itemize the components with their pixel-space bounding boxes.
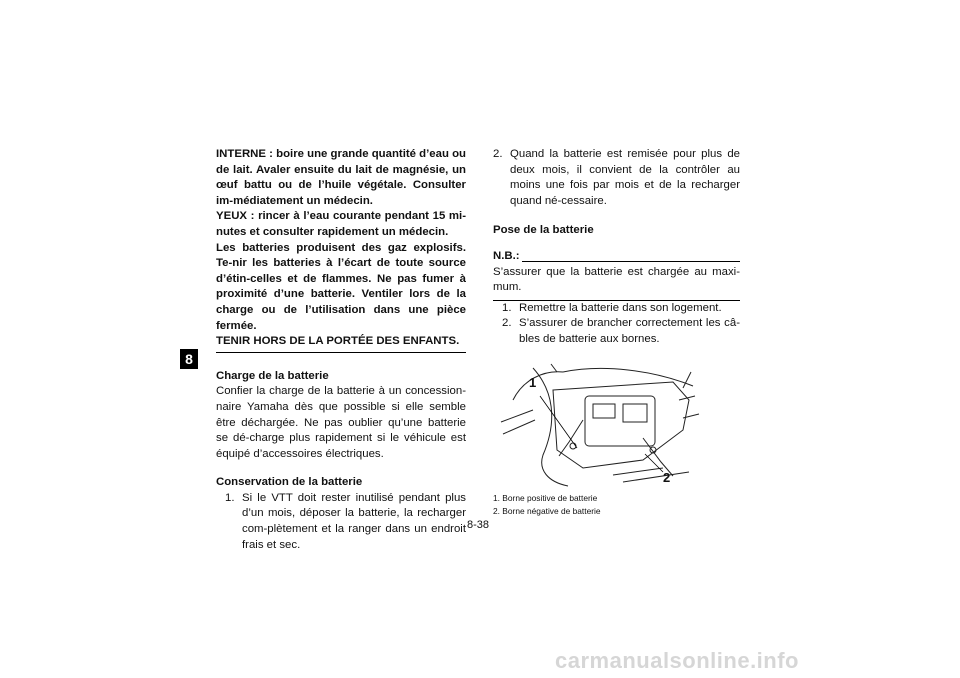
install-heading: Pose de la batterie	[493, 224, 594, 237]
list-item	[493, 147, 740, 209]
list-text: Si le VTT doit rester inutilisé pendant plus d’un mois, déposer la batterie, la recharger com-plètement et la ranger dans un endroit frais et sec.	[242, 491, 466, 551]
caption-item: 2. Borne négative de batterie	[493, 505, 601, 516]
nb-text: S’assurer que la batterie est chargée au maxi-mum.	[493, 265, 740, 301]
callout-2: 2	[663, 469, 671, 485]
nb-header	[493, 249, 740, 265]
left-column	[216, 147, 466, 553]
storage-section	[216, 475, 466, 553]
list-item	[493, 301, 740, 317]
list-number: 1.	[225, 491, 235, 504]
nb-rule	[522, 261, 740, 262]
page-number: 8-38	[467, 519, 490, 531]
callout-1: 1	[529, 374, 537, 390]
right-column	[493, 147, 740, 518]
list-text: Quand la batterie est remisée pour plus de deux mois, il convient de la contrôler au moins une fois par mois et de la recharger quand né-cessaire.	[510, 148, 740, 207]
charge-body: Confier la charge de la batterie à un concession-naire Yamaha dès que possible si elle semble être déchargée. Ne pas oublier qu’une batterie se dé-charge plus rapidement si le véhicule est équipé d’accessoires électriques.	[216, 385, 466, 460]
list-number: 2.	[493, 148, 503, 160]
charge-section	[216, 369, 466, 463]
list-text: S’assurer de brancher correctement les câ-bles de batterie aux bornes.	[519, 317, 740, 345]
install-list	[493, 301, 740, 348]
list-number: 1.	[502, 301, 512, 314]
caption-item: 1. Borne positive de batterie	[493, 492, 598, 503]
warning-paragraph: YEUX : rincer à l’eau courante pendant 15 mi-nutes et consulter rapidement un médecin.	[216, 210, 466, 238]
warning-paragraph: TENIR HORS DE LA PORTÉE DES ENFANTS.	[216, 334, 466, 353]
storage-heading: Conservation de la batterie	[216, 476, 363, 489]
charge-heading: Charge de la batterie	[216, 369, 329, 382]
warning-paragraph: INTERNE : boire une grande quantité d’eau ou de lait. Avaler ensuite du lait de magnésie, un œuf battu ou de l’huile végétale. Consulter im-médiatement un médecin.	[216, 148, 466, 207]
battery-illustration	[493, 360, 703, 490]
warning-block	[216, 147, 466, 353]
list-text: Remettre la batterie dans son logement.	[519, 301, 722, 314]
list-number: 2.	[502, 317, 512, 330]
battery-figure	[493, 360, 703, 490]
list-item	[216, 491, 466, 553]
storage-continued	[493, 147, 740, 209]
figure-captions	[493, 492, 740, 518]
footer-watermark: carmanualsonline.info	[555, 648, 799, 673]
nb-label: N.B.:	[493, 249, 520, 262]
warning-paragraph: Les batteries produisent des gaz explosifs. Te-nir les batteries à l’écart de toute source d’étin-celles et de flammes. Ne pas fumer à proximité d’une batterie. Ventiler lors de la charge ou de l’utilisation dans une pièce fermée.	[216, 241, 466, 332]
chapter-tab: 8	[180, 349, 198, 369]
list-item	[493, 316, 740, 347]
